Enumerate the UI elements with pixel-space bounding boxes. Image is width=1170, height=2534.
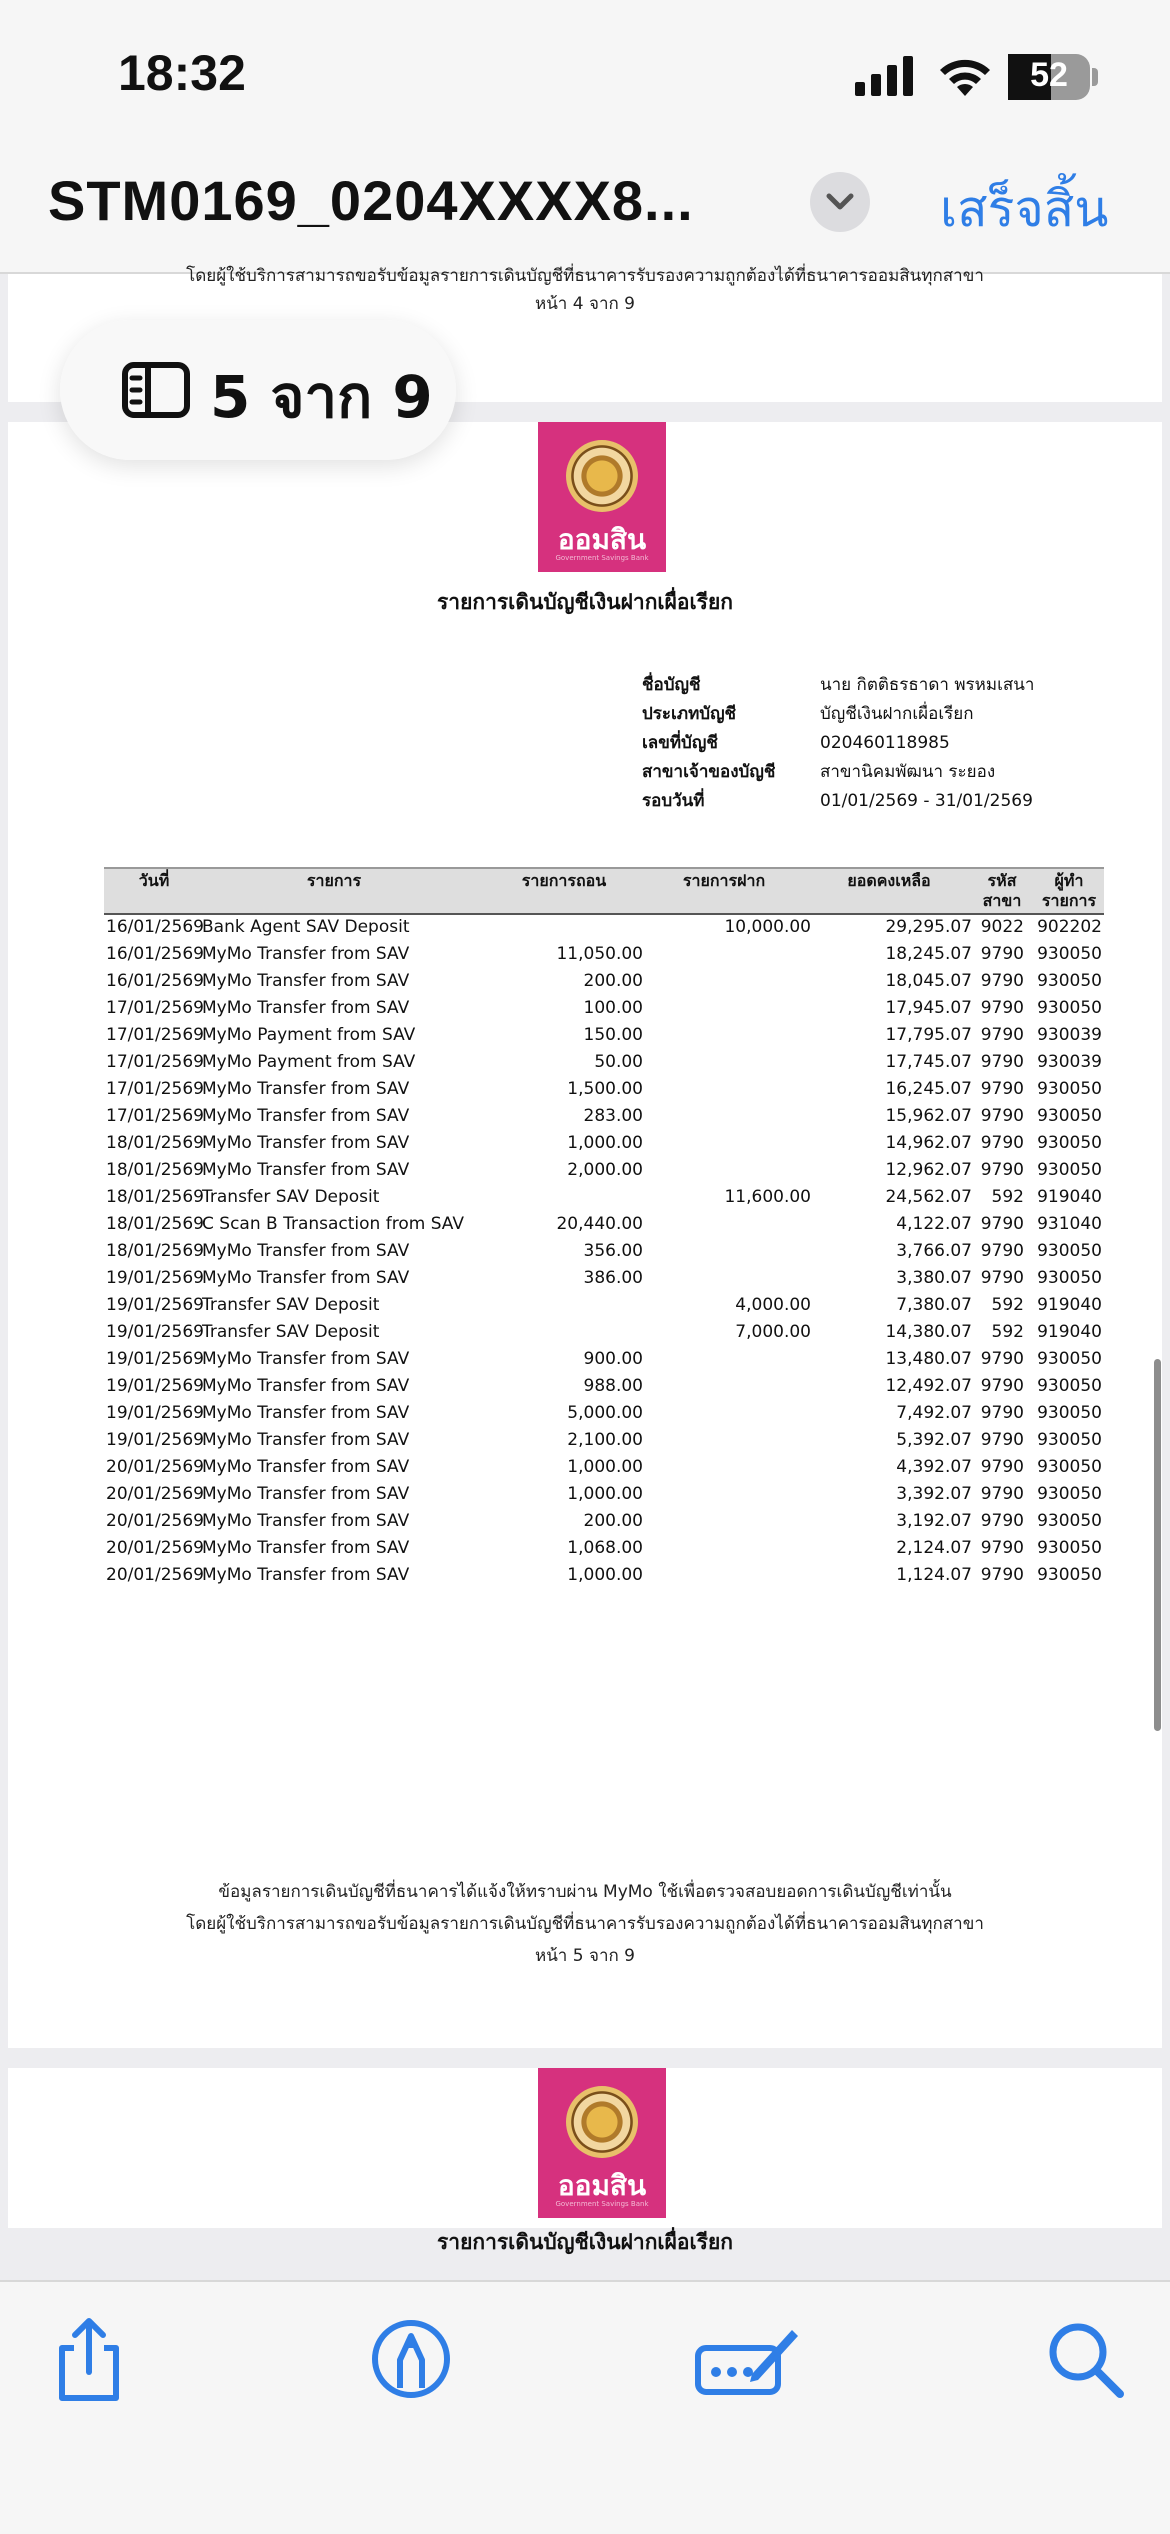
table-row [104,1265,1104,1292]
table-row [104,1238,1104,1265]
col-date: วันที่ [138,871,170,890]
row-branch: 9790 [980,1430,1024,1450]
row-withdraw: 283.00 [583,1106,643,1126]
statement-footer-2: โดยผู้ใช้บริการสามารถขอรับข้อมูลรายการเดินบัญชีที่ธนาคารรับรองความถูกต้องได้ที่ธนาคารออมสินทุกสาขา [186,1914,984,1934]
row-date: 16/01/2569 [106,971,204,991]
row-by: 930050 [1037,1079,1102,1099]
markup-icon[interactable] [366,2314,456,2404]
row-by: 930050 [1037,944,1102,964]
table-row [104,1076,1104,1103]
cellular-signal-icon [855,56,915,96]
row-by: 930050 [1037,1538,1102,1558]
pdf-page-6 [8,2068,1162,2254]
bank-seal-icon [566,440,638,512]
row-balance: 1,124.07 [896,1565,972,1585]
table-row [104,1292,1104,1319]
info-row [642,671,1034,700]
table-row [104,1346,1104,1373]
row-desc: MyMo Transfer from SAV [202,971,410,991]
row-balance: 2,124.07 [896,1538,972,1558]
table-row [104,1049,1104,1076]
table-row [104,995,1104,1022]
row-date: 19/01/2569 [106,1430,204,1450]
status-bar [0,0,1170,150]
table-row [104,1508,1104,1535]
row-date: 17/01/2569 [106,1079,204,1099]
info-value: บัญชีเงินฝากเผื่อเรียก [820,704,974,724]
table-row [104,1130,1104,1157]
table-row [104,1481,1104,1508]
row-date: 17/01/2569 [106,1025,204,1045]
row-branch: 9790 [980,1214,1024,1234]
row-desc: Bank Agent SAV Deposit [202,917,410,937]
transaction-table [104,914,1104,1589]
row-date: 19/01/2569 [106,1322,204,1342]
row-date: 19/01/2569 [106,1349,204,1369]
row-balance: 14,962.07 [885,1133,972,1153]
table-row [104,1184,1104,1211]
row-by: 930050 [1037,971,1102,991]
row-branch: 9790 [980,1376,1024,1396]
row-balance: 3,392.07 [896,1484,972,1504]
info-label: สาขาเจ้าของบัญชี [642,762,776,782]
document-title[interactable]: STM0169_0204XXXX8... [48,169,694,232]
row-desc: MyMo Transfer from SAV [202,1241,410,1261]
row-balance: 17,745.07 [885,1052,972,1072]
battery-icon [1008,54,1090,100]
row-date: 20/01/2569 [106,1457,204,1477]
row-balance: 29,295.07 [885,917,972,937]
col-withdraw: รายการถอน [521,871,607,890]
row-withdraw: 1,068.00 [567,1538,643,1558]
row-date: 19/01/2569 [106,1268,204,1288]
row-deposit: 10,000.00 [724,917,811,937]
col-branch-1: รหัส [987,871,1017,890]
scroll-indicator[interactable] [1154,1359,1161,1731]
row-withdraw: 200.00 [583,1511,643,1531]
row-withdraw: 1,000.00 [567,1484,643,1504]
row-balance: 5,392.07 [896,1430,972,1450]
row-desc: MyMo Transfer from SAV [202,1268,410,1288]
table-header [104,867,1104,915]
chevron-down-icon [810,172,870,232]
row-desc: MyMo Transfer from SAV [202,1133,410,1153]
row-branch: 9790 [980,1403,1024,1423]
prev-page-label: หน้า 4 จาก 9 [534,294,636,314]
row-date: 16/01/2569 [106,944,204,964]
row-date: 20/01/2569 [106,1538,204,1558]
row-branch: 9790 [980,1106,1024,1126]
row-desc: C Scan B Transaction from SAV [202,1214,464,1234]
row-by: 919040 [1037,1322,1102,1342]
table-row [104,968,1104,995]
info-label: ประเภทบัญชี [642,704,737,724]
row-desc: MyMo Transfer from SAV [202,1376,410,1396]
row-balance: 15,962.07 [885,1106,972,1126]
row-desc: MyMo Transfer from SAV [202,1403,410,1423]
row-by: 931040 [1037,1214,1102,1234]
row-balance: 24,562.07 [885,1187,972,1207]
row-branch: 9790 [980,971,1024,991]
share-icon[interactable] [44,2314,134,2404]
row-withdraw: 20,440.00 [556,1214,643,1234]
row-deposit: 7,000.00 [735,1322,811,1342]
row-branch: 9790 [980,1484,1024,1504]
row-date: 19/01/2569 [106,1295,204,1315]
row-branch: 9790 [980,1457,1024,1477]
row-date: 17/01/2569 [106,1106,204,1126]
table-row [104,1562,1104,1589]
row-withdraw: 2,100.00 [567,1430,643,1450]
battery-tip [1092,68,1098,86]
info-value: 01/01/2569 - 31/01/2569 [820,791,1033,811]
row-by: 930050 [1037,1133,1102,1153]
bottom-toolbar [0,2280,1170,2534]
row-by: 930050 [1037,1106,1102,1126]
col-desc: รายการ [306,871,362,890]
row-balance: 12,492.07 [885,1376,972,1396]
gsb-logo [538,422,666,572]
row-withdraw: 1,000.00 [567,1457,643,1477]
row-balance: 3,380.07 [896,1268,972,1288]
col-branch-2: สาขา [982,891,1022,910]
row-date: 17/01/2569 [106,1052,204,1072]
table-row [104,1319,1104,1346]
row-by: 930050 [1037,1349,1102,1369]
row-balance: 4,122.07 [896,1214,972,1234]
row-balance: 18,045.07 [885,971,972,991]
row-desc: MyMo Transfer from SAV [202,1565,410,1585]
row-branch: 9790 [980,1538,1024,1558]
row-withdraw: 150.00 [583,1025,643,1045]
info-row [642,700,1034,729]
row-withdraw: 100.00 [583,998,643,1018]
row-branch: 9022 [980,917,1024,937]
row-branch: 9790 [980,944,1024,964]
row-by: 930050 [1037,1484,1102,1504]
info-row [642,729,1034,758]
row-by: 930050 [1037,1403,1102,1423]
logo-brand-text: ออมสิน [557,2169,647,2202]
row-desc: MyMo Payment from SAV [202,1052,416,1072]
nav-bar [0,150,1170,274]
sidebar-icon [122,362,190,418]
row-date: 18/01/2569 [106,1214,204,1234]
bank-seal-icon [566,2086,638,2158]
row-balance: 12,962.07 [885,1160,972,1180]
row-branch: 9790 [980,1133,1024,1153]
logo-brand-text: ออมสิน [557,523,647,556]
row-by: 930050 [1037,1430,1102,1450]
battery-percent: 52 [1030,56,1068,94]
table-row [104,1373,1104,1400]
document-viewer[interactable] [0,266,1170,2254]
row-desc: Transfer SAV Deposit [202,1322,380,1342]
table-row [104,1427,1104,1454]
pdf-page-5 [8,422,1162,2048]
page-indicator[interactable] [60,320,456,460]
row-desc: MyMo Transfer from SAV [202,1106,410,1126]
col-balance: ยอดคงเหลือ [847,871,931,890]
row-date: 18/01/2569 [106,1160,204,1180]
info-value: 020460118985 [820,733,950,753]
table-row [104,914,1104,941]
row-date: 20/01/2569 [106,1484,204,1504]
row-withdraw: 1,500.00 [567,1079,643,1099]
row-by: 930050 [1037,1457,1102,1477]
done-button[interactable]: เสร็จสิ้น [940,180,1109,238]
wifi-icon [935,52,995,98]
row-desc: MyMo Transfer from SAV [202,1430,410,1450]
statement-title: รายการเดินบัญชีเงินฝากเผื่อเรียก [437,590,733,614]
info-row [642,787,1034,816]
row-by: 930050 [1037,1241,1102,1261]
row-branch: 9790 [980,998,1024,1018]
search-icon[interactable] [1040,2314,1130,2404]
prev-footer-line: โดยผู้ใช้บริการสามารถขอรับข้อมูลรายการเดินบัญชีที่ธนาคารรับรองความถูกต้องได้ที่ธนาคารออมสินทุกสาขา [186,266,984,286]
row-withdraw: 11,050.00 [556,944,643,964]
row-withdraw: 1,000.00 [567,1565,643,1585]
row-balance: 7,380.07 [896,1295,972,1315]
row-by: 930050 [1037,998,1102,1018]
row-branch: 592 [991,1295,1024,1315]
row-date: 16/01/2569 [106,917,204,937]
row-date: 18/01/2569 [106,1241,204,1261]
row-branch: 9790 [980,1268,1024,1288]
row-date: 17/01/2569 [106,998,204,1018]
row-by: 930050 [1037,1376,1102,1396]
row-withdraw: 356.00 [583,1241,643,1261]
table-row [104,1022,1104,1049]
row-by: 930039 [1037,1025,1102,1045]
table-row [104,1211,1104,1238]
info-value: นาย กิตติธรธาดา พรหมเสนา [820,675,1035,695]
row-by: 930050 [1037,1511,1102,1531]
row-deposit: 4,000.00 [735,1295,811,1315]
table-row [104,1400,1104,1427]
row-desc: MyMo Transfer from SAV [202,1160,410,1180]
row-withdraw: 900.00 [583,1349,643,1369]
row-deposit: 11,600.00 [724,1187,811,1207]
row-withdraw: 988.00 [583,1376,643,1396]
status-time: 18:32 [118,45,246,101]
row-branch: 592 [991,1187,1024,1207]
row-balance: 4,392.07 [896,1457,972,1477]
table-row [104,1535,1104,1562]
row-branch: 9790 [980,1052,1024,1072]
page-indicator-text: 5 จาก 9 [210,363,433,431]
row-withdraw: 1,000.00 [567,1133,643,1153]
row-by: 930039 [1037,1052,1102,1072]
row-desc: MyMo Transfer from SAV [202,1457,410,1477]
row-desc: MyMo Transfer from SAV [202,998,410,1018]
row-balance: 7,492.07 [896,1403,972,1423]
row-balance: 14,380.07 [885,1322,972,1342]
row-desc: Transfer SAV Deposit [202,1295,380,1315]
row-branch: 9790 [980,1511,1024,1531]
row-balance: 3,766.07 [896,1241,972,1261]
row-withdraw: 5,000.00 [567,1403,643,1423]
row-withdraw: 50.00 [594,1052,643,1072]
row-by: 930050 [1037,1160,1102,1180]
row-branch: 9790 [980,1349,1024,1369]
next-statement-title: รายการเดินบัญชีเงินฝากเผื่อเรียก [437,2230,733,2254]
row-withdraw: 2,000.00 [567,1160,643,1180]
row-by: 902202 [1037,917,1102,937]
row-date: 20/01/2569 [106,1565,204,1585]
col-deposit: รายการฝาก [682,871,766,890]
info-row [642,758,1034,787]
gsb-logo [538,2068,666,2218]
table-row [104,941,1104,968]
table-row [104,1157,1104,1184]
table-row [104,1103,1104,1130]
row-date: 20/01/2569 [106,1511,204,1531]
logo-sub-text: Government Savings Bank [555,554,649,562]
signature-icon[interactable] [692,2314,802,2404]
title-menu-button[interactable] [810,172,870,232]
col-by-1: ผู้ทำ [1054,871,1084,890]
row-balance: 17,795.07 [885,1025,972,1045]
row-balance: 18,245.07 [885,944,972,964]
row-desc: MyMo Transfer from SAV [202,944,410,964]
statement-footer-1: ข้อมูลรายการเดินบัญชีที่ธนาคารได้แจ้งให้ทราบผ่าน MyMo ใช้เพื่อตรวจสอบยอดการเดินบัญชีเท่านั้น [218,1882,952,1902]
info-value: สาขานิคมพัฒนา ระยอง [820,762,996,782]
row-branch: 592 [991,1322,1024,1342]
row-balance: 16,245.07 [885,1079,972,1099]
row-date: 18/01/2569 [106,1187,204,1207]
row-date: 19/01/2569 [106,1403,204,1423]
row-branch: 9790 [980,1025,1024,1045]
row-branch: 9790 [980,1565,1024,1585]
row-desc: MyMo Transfer from SAV [202,1511,410,1531]
row-branch: 9790 [980,1241,1024,1261]
row-withdraw: 386.00 [583,1268,643,1288]
row-by: 930050 [1037,1268,1102,1288]
logo-sub-text: Government Savings Bank [555,2200,649,2208]
row-by: 919040 [1037,1295,1102,1315]
row-desc: MyMo Transfer from SAV [202,1484,410,1504]
row-branch: 9790 [980,1160,1024,1180]
table-row [104,1454,1104,1481]
row-by: 919040 [1037,1187,1102,1207]
info-label: รอบวันที่ [642,791,705,811]
row-balance: 13,480.07 [885,1349,972,1369]
row-desc: MyMo Transfer from SAV [202,1538,410,1558]
row-desc: MyMo Transfer from SAV [202,1349,410,1369]
info-label: เลขที่บัญชี [642,733,718,753]
row-by: 930050 [1037,1565,1102,1585]
row-desc: MyMo Transfer from SAV [202,1079,410,1099]
row-branch: 9790 [980,1079,1024,1099]
row-date: 19/01/2569 [106,1376,204,1396]
account-info [642,671,1034,816]
info-label: ชื่อบัญชี [642,675,701,695]
row-withdraw: 200.00 [583,971,643,991]
col-by-2: รายการ [1041,891,1097,910]
row-desc: Transfer SAV Deposit [202,1187,380,1207]
row-balance: 17,945.07 [885,998,972,1018]
statement-page-label: หน้า 5 จาก 9 [534,1946,636,1966]
row-balance: 3,192.07 [896,1511,972,1531]
row-date: 18/01/2569 [106,1133,204,1153]
row-desc: MyMo Payment from SAV [202,1025,416,1045]
